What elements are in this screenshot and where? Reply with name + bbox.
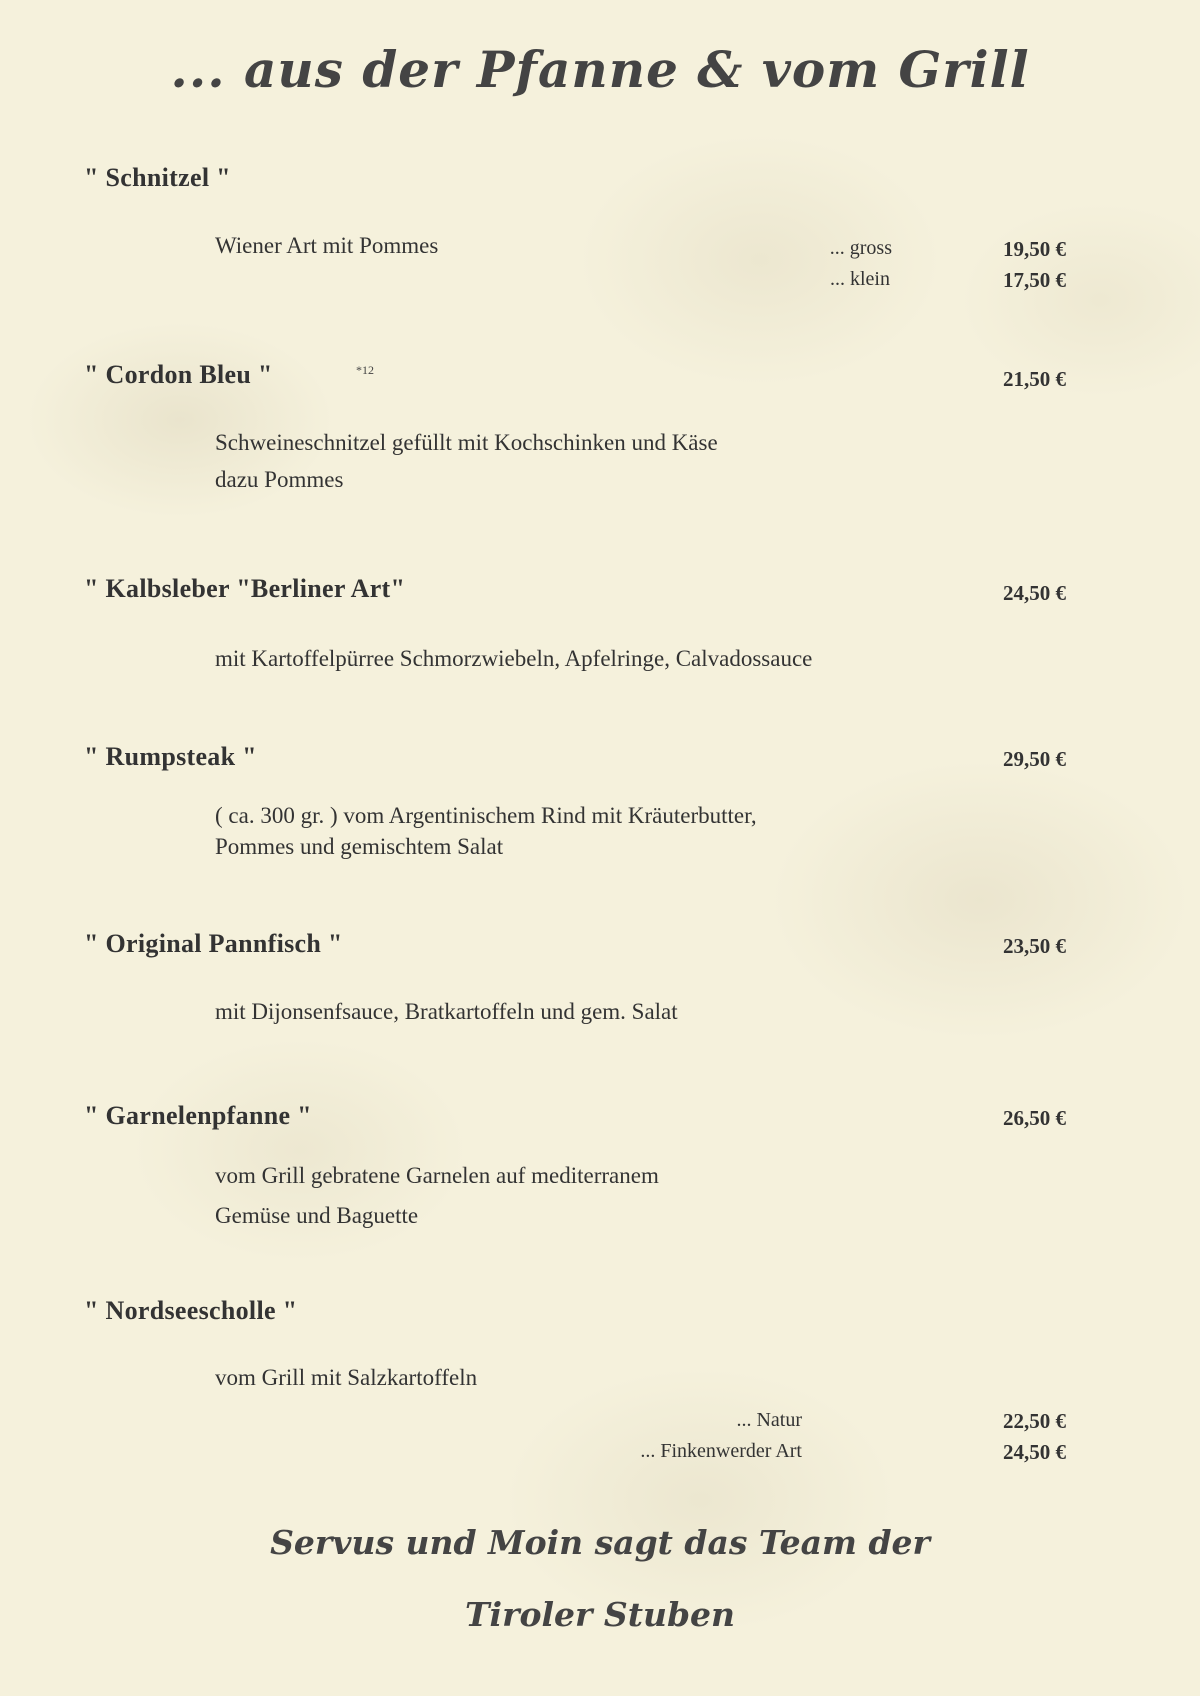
dish-description-nordseescholle: vom Grill mit Salzkartoffeln xyxy=(215,1365,478,1390)
price-schnitzel-klein: 17,50 € xyxy=(1003,268,1066,292)
dish-name-pannfisch: " Original Pannfisch " xyxy=(84,929,343,958)
price-garnelenpfanne: 26,50 € xyxy=(1003,1106,1066,1130)
dish-description-garnelenpfanne-1: vom Grill gebratene Garnelen auf mediterranem xyxy=(215,1163,659,1188)
dish-description-pannfisch: mit Dijonsenfsauce, Bratkartoffeln und gem. Salat xyxy=(215,999,678,1024)
dish-name-rumpsteak: " Rumpsteak " xyxy=(84,742,257,771)
price-rumpsteak: 29,50 € xyxy=(1003,747,1066,771)
dish-description-rumpsteak-1: ( ca. 300 gr. ) vom Argentinischem Rind mit Kräuterbutter, xyxy=(215,803,757,828)
price-pannfisch: 23,50 € xyxy=(1003,934,1066,958)
variant-label-natur: ... Natur xyxy=(736,1409,802,1431)
variant-label-gross: ... gross xyxy=(829,237,892,259)
page-title: ... aus der Pfanne & vom Grill xyxy=(170,40,1030,99)
footer-greeting: Servus und Moin sagt das Team der xyxy=(270,1523,930,1562)
dish-name-kalbsleber: " Kalbsleber "Berliner Art" xyxy=(84,574,406,603)
price-kalbsleber: 24,50 € xyxy=(1003,581,1066,605)
price-nordseescholle-finkenwerder: 24,50 € xyxy=(1003,1440,1066,1464)
price-nordseescholle-natur: 22,50 € xyxy=(1003,1409,1066,1433)
dish-name-schnitzel: " Schnitzel " xyxy=(84,163,231,192)
dish-name-nordseescholle: " Nordseescholle " xyxy=(84,1296,298,1325)
price-cordon-bleu: 21,50 € xyxy=(1003,367,1066,391)
variant-label-klein: ... klein xyxy=(830,268,890,290)
dish-description-cordon-bleu-1: Schweineschnitzel gefüllt mit Kochschinken und Käse xyxy=(215,430,718,455)
dish-name-garnelenpfanne: " Garnelenpfanne " xyxy=(84,1101,312,1130)
dish-name-cordon-bleu: " Cordon Bleu " xyxy=(84,360,273,389)
variant-label-finkenwerder: ... Finkenwerder Art xyxy=(640,1440,802,1462)
dish-description-schnitzel: Wiener Art mit Pommes xyxy=(215,233,439,258)
dish-description-garnelenpfanne-2: Gemüse und Baguette xyxy=(215,1203,419,1228)
dish-description-rumpsteak-2: Pommes und gemischtem Salat xyxy=(215,834,504,859)
allergen-note: *12 xyxy=(356,363,374,377)
footer-restaurant-name: Tiroler Stuben xyxy=(464,1595,736,1634)
dish-description-cordon-bleu-2: dazu Pommes xyxy=(215,467,344,492)
price-schnitzel-gross: 19,50 € xyxy=(1003,237,1066,261)
dish-description-kalbsleber: mit Kartoffelpürree Schmorzwiebeln, Apfelringe, Calvadossauce xyxy=(215,646,813,671)
